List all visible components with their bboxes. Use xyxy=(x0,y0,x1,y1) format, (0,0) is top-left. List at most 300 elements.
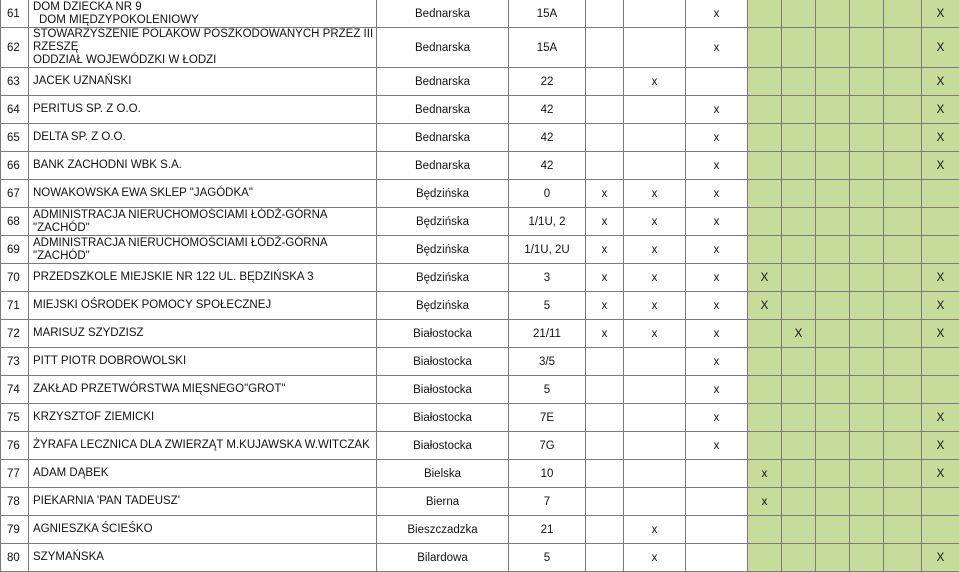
mark-cell xyxy=(816,264,850,292)
mark-cell xyxy=(816,320,850,348)
row-number: 68 xyxy=(1,208,29,236)
mark-cell xyxy=(884,28,922,68)
mark-cell: x xyxy=(686,208,748,236)
mark-cell: X xyxy=(922,124,959,152)
entity-name-line: ŻYRAFA LECZNICA DLA ZWIERZĄT M.KUJAWSKA W.WITCZAK xyxy=(33,439,376,452)
mark-cell xyxy=(816,348,850,376)
street-name: Białostocka xyxy=(377,348,509,376)
mark-cell xyxy=(884,404,922,432)
mark-cell xyxy=(884,488,922,516)
table-row xyxy=(1,460,959,488)
mark-cell xyxy=(884,68,922,96)
entity-name xyxy=(29,236,377,264)
mark-cell xyxy=(850,180,884,208)
building-number: 0 xyxy=(509,180,586,208)
row-number: 69 xyxy=(1,236,29,264)
mark-cell xyxy=(922,376,959,404)
mark-cell: x xyxy=(686,124,748,152)
mark-cell xyxy=(816,432,850,460)
mark-cell xyxy=(816,376,850,404)
mark-cell: x xyxy=(686,0,748,28)
mark-cell xyxy=(624,96,686,124)
mark-cell: X xyxy=(922,432,959,460)
mark-cell xyxy=(816,292,850,320)
entity-name-line: ADMINISTRACJA NIERUCHOMOŚCIAMI ŁÓDŹ-GÓRNA "ZACHÓD" xyxy=(33,209,376,235)
entity-name xyxy=(29,0,377,28)
entity-name xyxy=(29,432,377,460)
mark-cell xyxy=(748,68,782,96)
mark-cell xyxy=(816,124,850,152)
street-name: Białostocka xyxy=(377,320,509,348)
entity-name-line: ADMINISTRACJA NIERUCHOMOŚCIAMI ŁÓDŹ-GÓRNA "ZACHÓD" xyxy=(33,237,376,263)
entity-name-line: KRZYSZTOF ZIEMICKI xyxy=(33,411,376,424)
row-number: 74 xyxy=(1,376,29,404)
entity-name-line: PITT PIOTR DOBROWOLSKI xyxy=(33,355,376,368)
mark-cell xyxy=(884,152,922,180)
mark-cell: x xyxy=(686,376,748,404)
mark-cell: x xyxy=(624,292,686,320)
entity-name xyxy=(29,28,377,68)
street-name: Bednarska xyxy=(377,68,509,96)
mark-cell: X xyxy=(922,96,959,124)
mark-cell xyxy=(586,124,624,152)
building-number: 42 xyxy=(509,152,586,180)
mark-cell xyxy=(850,376,884,404)
mark-cell xyxy=(586,152,624,180)
mark-cell: x xyxy=(586,236,624,264)
mark-cell xyxy=(782,208,816,236)
row-number: 80 xyxy=(1,544,29,572)
mark-cell: X xyxy=(922,460,959,488)
mark-cell xyxy=(816,0,850,28)
entity-name-line: DOM MIĘDZYPOKOLENIOWY xyxy=(33,14,376,27)
mark-cell xyxy=(816,152,850,180)
mark-cell xyxy=(922,488,959,516)
mark-cell: x xyxy=(624,516,686,544)
entity-name xyxy=(29,208,377,236)
mark-cell: X xyxy=(922,68,959,96)
mark-cell: x xyxy=(686,264,748,292)
mark-cell: x xyxy=(686,404,748,432)
mark-cell xyxy=(586,28,624,68)
mark-cell xyxy=(922,236,959,264)
street-name: Bilardowa xyxy=(377,544,509,572)
building-number: 1/1U, 2 xyxy=(509,208,586,236)
mark-cell xyxy=(782,516,816,544)
mark-cell: X xyxy=(748,292,782,320)
mark-cell xyxy=(884,376,922,404)
mark-cell xyxy=(748,376,782,404)
mark-cell xyxy=(624,404,686,432)
mark-cell xyxy=(850,432,884,460)
mark-cell xyxy=(624,28,686,68)
mark-cell: x xyxy=(586,292,624,320)
building-number: 3/5 xyxy=(509,348,586,376)
mark-cell: X xyxy=(922,264,959,292)
mark-cell xyxy=(624,376,686,404)
mark-cell xyxy=(586,404,624,432)
mark-cell xyxy=(782,376,816,404)
table-row xyxy=(1,404,959,432)
mark-cell xyxy=(850,404,884,432)
mark-cell xyxy=(782,152,816,180)
street-name: Bednarska xyxy=(377,28,509,68)
street-name: Bednarska xyxy=(377,152,509,180)
mark-cell xyxy=(624,488,686,516)
row-number: 70 xyxy=(1,264,29,292)
table-row xyxy=(1,124,959,152)
mark-cell: x xyxy=(686,28,748,68)
building-number: 42 xyxy=(509,96,586,124)
mark-cell: x xyxy=(624,544,686,572)
mark-cell xyxy=(850,348,884,376)
street-name: Będzińska xyxy=(377,264,509,292)
table-row xyxy=(1,376,959,404)
table-row xyxy=(1,432,959,460)
mark-cell xyxy=(782,96,816,124)
entity-name-line: DELTA SP. Z O.O. xyxy=(33,131,376,144)
mark-cell xyxy=(586,432,624,460)
mark-cell xyxy=(586,68,624,96)
mark-cell xyxy=(884,320,922,348)
mark-cell xyxy=(884,516,922,544)
mark-cell xyxy=(884,236,922,264)
mark-cell xyxy=(850,516,884,544)
building-number: 42 xyxy=(509,124,586,152)
mark-cell xyxy=(850,320,884,348)
mark-cell xyxy=(782,124,816,152)
mark-cell xyxy=(624,0,686,28)
mark-cell: x xyxy=(686,292,748,320)
mark-cell xyxy=(850,124,884,152)
mark-cell xyxy=(884,0,922,28)
mark-cell xyxy=(686,488,748,516)
row-number: 73 xyxy=(1,348,29,376)
street-name: Bielska xyxy=(377,460,509,488)
entity-name-line: ZAKŁAD PRZETWÓRSTWA MIĘSNEGO"GROT" xyxy=(33,383,376,396)
entity-name-line: SZYMAŃSKA xyxy=(33,551,376,564)
entity-name xyxy=(29,544,377,572)
building-number: 15A xyxy=(509,28,586,68)
mark-cell xyxy=(748,124,782,152)
table-row xyxy=(1,0,959,28)
row-number: 75 xyxy=(1,404,29,432)
mark-cell xyxy=(782,460,816,488)
entity-name-line: PERITUS SP. Z O.O. xyxy=(33,103,376,116)
entity-name xyxy=(29,376,377,404)
mark-cell xyxy=(884,348,922,376)
street-name: Będzińska xyxy=(377,180,509,208)
mark-cell xyxy=(922,516,959,544)
mark-cell xyxy=(586,96,624,124)
mark-cell xyxy=(782,488,816,516)
mark-cell: X xyxy=(748,264,782,292)
table-row xyxy=(1,152,959,180)
mark-cell xyxy=(748,544,782,572)
mark-cell xyxy=(782,432,816,460)
mark-cell: x xyxy=(686,348,748,376)
table-row xyxy=(1,292,959,320)
mark-cell: X xyxy=(922,28,959,68)
mark-cell xyxy=(748,348,782,376)
mark-cell xyxy=(782,0,816,28)
entity-name-line: ODDZIAŁ WOJEWÓDZKI W ŁODZI xyxy=(33,54,376,67)
entity-name xyxy=(29,180,377,208)
row-number: 78 xyxy=(1,488,29,516)
mark-cell: x xyxy=(686,180,748,208)
mark-cell: X xyxy=(922,544,959,572)
entity-name xyxy=(29,152,377,180)
mark-cell xyxy=(884,460,922,488)
mark-cell xyxy=(748,320,782,348)
building-number: 21/11 xyxy=(509,320,586,348)
mark-cell xyxy=(850,68,884,96)
mark-cell xyxy=(884,96,922,124)
mark-cell xyxy=(816,68,850,96)
mark-cell: x xyxy=(686,236,748,264)
street-name: Będzińska xyxy=(377,292,509,320)
entity-name xyxy=(29,68,377,96)
mark-cell xyxy=(850,460,884,488)
entity-name-line: ADAM DĄBEK xyxy=(33,467,376,480)
table-row xyxy=(1,96,959,124)
mark-cell: x xyxy=(624,236,686,264)
mark-cell xyxy=(884,124,922,152)
mark-cell: x xyxy=(586,264,624,292)
mark-cell xyxy=(686,460,748,488)
mark-cell xyxy=(782,28,816,68)
entity-name-line: MARISUZ SZYDZISZ xyxy=(33,327,376,340)
entity-name xyxy=(29,404,377,432)
building-number: 5 xyxy=(509,544,586,572)
mark-cell xyxy=(782,544,816,572)
table-row xyxy=(1,516,959,544)
mark-cell xyxy=(686,544,748,572)
mark-cell: x xyxy=(748,488,782,516)
table-row xyxy=(1,348,959,376)
row-number: 77 xyxy=(1,460,29,488)
mark-cell: X xyxy=(922,0,959,28)
entity-name-line: AGNIESZKA ŚCIEŚKO xyxy=(33,523,376,536)
mark-cell xyxy=(748,0,782,28)
mark-cell xyxy=(748,208,782,236)
mark-cell xyxy=(816,544,850,572)
mark-cell xyxy=(816,236,850,264)
mark-cell: X xyxy=(922,404,959,432)
table-row xyxy=(1,488,959,516)
mark-cell: x xyxy=(586,180,624,208)
entity-name-line: BANK ZACHODNI WBK S.A. xyxy=(33,159,376,172)
table-row xyxy=(1,320,959,348)
mark-cell xyxy=(748,28,782,68)
mark-cell xyxy=(884,292,922,320)
street-name: Bierna xyxy=(377,488,509,516)
mark-cell xyxy=(816,488,850,516)
mark-cell: x xyxy=(624,68,686,96)
mark-cell xyxy=(586,348,624,376)
row-number: 76 xyxy=(1,432,29,460)
entity-name xyxy=(29,124,377,152)
street-name: Będzińska xyxy=(377,236,509,264)
mark-cell xyxy=(586,516,624,544)
mark-cell xyxy=(748,236,782,264)
entity-name-line: PIEKARNIA 'PAN TADEUSZ' xyxy=(33,495,376,508)
mark-cell xyxy=(624,432,686,460)
building-number: 3 xyxy=(509,264,586,292)
building-number: 22 xyxy=(509,68,586,96)
mark-cell xyxy=(586,488,624,516)
entity-name xyxy=(29,348,377,376)
entity-name-line: STOWARZYSZENIE POLAKÓW POSZKODOWANYCH PRZEZ III RZESZĘ xyxy=(33,28,376,54)
mark-cell xyxy=(922,180,959,208)
mark-cell xyxy=(586,0,624,28)
mark-cell xyxy=(816,208,850,236)
mark-cell xyxy=(850,208,884,236)
mark-cell xyxy=(850,488,884,516)
mark-cell xyxy=(782,236,816,264)
mark-cell xyxy=(850,0,884,28)
row-number: 65 xyxy=(1,124,29,152)
building-number: 5 xyxy=(509,376,586,404)
mark-cell xyxy=(782,180,816,208)
mark-cell xyxy=(850,544,884,572)
mark-cell xyxy=(816,516,850,544)
entity-name xyxy=(29,488,377,516)
mark-cell xyxy=(816,180,850,208)
mark-cell xyxy=(922,348,959,376)
mark-cell xyxy=(748,516,782,544)
mark-cell xyxy=(624,348,686,376)
mark-cell xyxy=(748,404,782,432)
mark-cell: X xyxy=(922,292,959,320)
table-row xyxy=(1,544,959,572)
mark-cell xyxy=(686,516,748,544)
mark-cell: X xyxy=(922,320,959,348)
table-row xyxy=(1,68,959,96)
street-name: Bieszczadzka xyxy=(377,516,509,544)
mark-cell xyxy=(850,96,884,124)
row-number: 71 xyxy=(1,292,29,320)
entity-name-line: JACEK UZNAŃSKI xyxy=(33,75,376,88)
row-number: 79 xyxy=(1,516,29,544)
street-name: Bednarska xyxy=(377,0,509,28)
mark-cell: x xyxy=(686,96,748,124)
mark-cell: X xyxy=(922,152,959,180)
mark-cell xyxy=(624,124,686,152)
mark-cell xyxy=(816,96,850,124)
mark-cell: x xyxy=(586,208,624,236)
row-number: 64 xyxy=(1,96,29,124)
mark-cell xyxy=(884,264,922,292)
mark-cell: x xyxy=(624,264,686,292)
table-row xyxy=(1,28,959,68)
mark-cell xyxy=(816,404,850,432)
mark-cell xyxy=(884,180,922,208)
mark-cell xyxy=(782,292,816,320)
mark-cell xyxy=(816,28,850,68)
entity-name xyxy=(29,96,377,124)
mark-cell: X xyxy=(782,320,816,348)
entity-name xyxy=(29,264,377,292)
entity-name-line: NOWAKOWSKA EWA SKLEP "JAGÓDKA" xyxy=(33,187,376,200)
mark-cell xyxy=(748,152,782,180)
entity-name xyxy=(29,516,377,544)
mark-cell xyxy=(782,348,816,376)
street-name: Białostocka xyxy=(377,432,509,460)
mark-cell xyxy=(624,152,686,180)
building-number: 5 xyxy=(509,292,586,320)
mark-cell xyxy=(748,432,782,460)
mark-cell xyxy=(748,96,782,124)
row-number: 72 xyxy=(1,320,29,348)
row-number: 61 xyxy=(1,0,29,28)
entity-name-line: PRZEDSZKOLE MIEJSKIE NR 122 UL. BĘDZIŃSKA 3 xyxy=(33,271,376,284)
street-name: Białostocka xyxy=(377,404,509,432)
row-number: 63 xyxy=(1,68,29,96)
mark-cell xyxy=(850,28,884,68)
mark-cell xyxy=(624,460,686,488)
row-number: 66 xyxy=(1,152,29,180)
row-number: 67 xyxy=(1,180,29,208)
table-row xyxy=(1,236,959,264)
table-row xyxy=(1,264,959,292)
mark-cell: x xyxy=(686,320,748,348)
table-row xyxy=(1,208,959,236)
table-row xyxy=(1,180,959,208)
entity-name-line: DOM DZIECKA NR 9 xyxy=(33,1,376,14)
mark-cell xyxy=(748,180,782,208)
mark-cell xyxy=(884,208,922,236)
building-number: 7 xyxy=(509,488,586,516)
street-name: Bednarska xyxy=(377,96,509,124)
entity-name xyxy=(29,460,377,488)
street-name: Będzińska xyxy=(377,208,509,236)
mark-cell: x xyxy=(624,208,686,236)
building-number: 10 xyxy=(509,460,586,488)
building-number: 1/1U, 2U xyxy=(509,236,586,264)
mark-cell xyxy=(782,264,816,292)
mark-cell xyxy=(884,432,922,460)
street-name: Bednarska xyxy=(377,124,509,152)
mark-cell xyxy=(686,68,748,96)
mark-cell: x xyxy=(586,320,624,348)
mark-cell xyxy=(922,208,959,236)
mark-cell: x xyxy=(686,432,748,460)
mark-cell: x xyxy=(624,320,686,348)
street-name: Białostocka xyxy=(377,376,509,404)
entity-name xyxy=(29,292,377,320)
mark-cell xyxy=(816,460,850,488)
entity-name-line: MIEJSKI OŚRODEK POMOCY SPOŁECZNEJ xyxy=(33,299,376,312)
mark-cell xyxy=(586,544,624,572)
mark-cell xyxy=(850,236,884,264)
mark-cell xyxy=(850,292,884,320)
building-number: 7G xyxy=(509,432,586,460)
mark-cell: x xyxy=(686,152,748,180)
mark-cell xyxy=(850,152,884,180)
mark-cell xyxy=(586,376,624,404)
mark-cell xyxy=(782,404,816,432)
mark-cell xyxy=(850,264,884,292)
building-number: 15A xyxy=(509,0,586,28)
mark-cell xyxy=(884,544,922,572)
row-number: 62 xyxy=(1,28,29,68)
mark-cell xyxy=(782,68,816,96)
building-number: 21 xyxy=(509,516,586,544)
mark-cell xyxy=(586,460,624,488)
mark-cell: x xyxy=(748,460,782,488)
building-number: 7E xyxy=(509,404,586,432)
